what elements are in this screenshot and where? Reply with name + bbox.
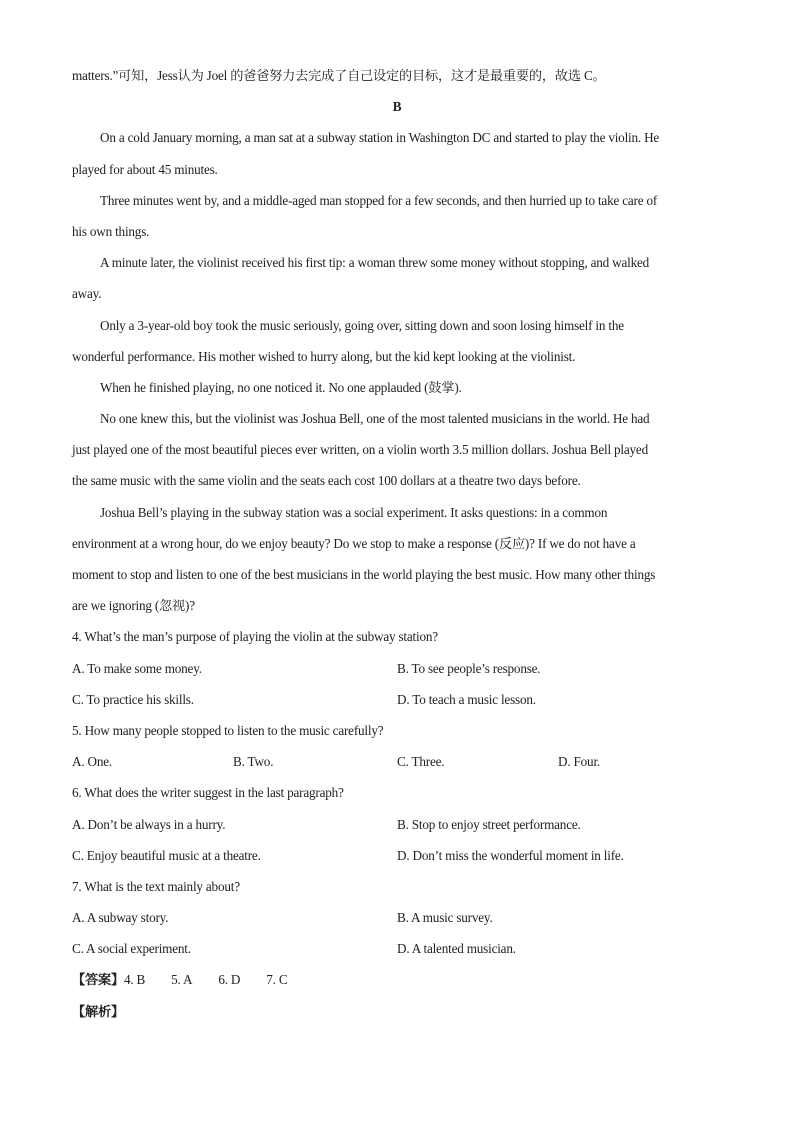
question-stem: 5. How many people stopped to listen to the music carefully? [72, 722, 384, 738]
passage-line: environment at a wrong hour, do we enjoy beauty? Do we stop to make a response (反应)? If we do not have a [72, 535, 636, 551]
document-page [72, 60, 722, 1027]
option-c: C. Enjoy beautiful music at a theatre. [72, 847, 261, 863]
option-d: D. To teach a music lesson. [397, 691, 536, 707]
option-row [72, 653, 722, 684]
passage-line: Three minutes went by, and a middle-aged man stopped for a few seconds, and then hurried up to take care of [100, 192, 658, 208]
passage-line: the same music with the same violin and the seats each cost 100 dollars at a theatre two days before. [72, 473, 581, 489]
passage-line: wonderful performance. His mother wished to hurry along, but the kid kept looking at the violinist. [72, 348, 576, 364]
option-d: D. Four. [558, 754, 600, 770]
answer-value: 5. A [171, 972, 193, 988]
passage-line: Joshua Bell’s playing in the subway station was a social experiment. It asks questions: in a common [100, 504, 608, 520]
option-b: B. Stop to enjoy street performance. [397, 816, 581, 832]
passage-line: are we ignoring (忽视)? [72, 598, 195, 614]
passage-line: No one knew this, but the violinist was Joshua Bell, one of the most talented musicians in the world. He had [100, 411, 650, 427]
option-d: D. A talented musician. [397, 941, 516, 957]
passage-line: On a cold January morning, a man sat at a subway station in Washington DC and started to play the violin. He [100, 130, 660, 146]
option-b: B. A music survey. [397, 910, 493, 926]
option-d: D. Don’t miss the wonderful moment in life. [397, 847, 624, 863]
passage-line: his own things. [72, 223, 150, 239]
option-row [72, 746, 722, 777]
section-title: B [392, 99, 402, 115]
option-row [72, 933, 722, 964]
answer-value: 7. C [266, 972, 288, 988]
answer-value: 4. B [123, 972, 146, 988]
question-stem: 6. What does the writer suggest in the last paragraph? [72, 785, 344, 801]
passage-line: moment to stop and listen to one of the best musicians in the world playing the best music. How many other things [72, 567, 656, 582]
passage-line: away. [72, 286, 102, 302]
passage-line: A minute later, the violinist received his first tip: a woman threw some money without stopping, and walked [100, 255, 650, 271]
option-a: A. To make some money. [72, 660, 202, 676]
option-c: C. A social experiment. [72, 941, 191, 957]
answer-label: 【答案】 [72, 972, 124, 988]
top-line: matters.”可知，Jess认为 Joel 的爸爸努力去完成了自己设定的目标，这才是最重要的，故选 C。 [72, 68, 606, 83]
passage-line: Only a 3-year-old boy took the music seriously, going over, sitting down and soon losing himself in the [100, 317, 624, 333]
option-b: B. Two. [233, 754, 274, 770]
option-row [72, 684, 722, 715]
answer-line [72, 964, 722, 995]
question-stem: 4. What’s the man’s purpose of playing the violin at the subway station? [72, 629, 438, 645]
option-row [72, 809, 722, 840]
analysis-label: 【解析】 [72, 1003, 124, 1019]
option-row [72, 902, 722, 933]
option-row [72, 840, 722, 871]
passage-line: played for about 45 minutes. [72, 161, 218, 177]
question-stem: 7. What is the text mainly about? [72, 878, 240, 894]
option-b: B. To see people’s response. [397, 660, 541, 676]
answer-value: 6. D [218, 972, 241, 988]
option-a: A. Don’t be always in a hurry. [72, 816, 226, 832]
option-c: C. Three. [397, 754, 445, 770]
passage-line: When he finished playing, no one noticed it. No one applauded (鼓掌). [100, 379, 462, 395]
option-c: C. To practice his skills. [72, 691, 194, 707]
option-a: A. One. [72, 754, 112, 770]
option-a: A. A subway story. [72, 910, 169, 926]
passage-line: just played one of the most beautiful pieces ever written, on a violin worth 3.5 million dollars. Joshua Bell played [72, 442, 648, 458]
